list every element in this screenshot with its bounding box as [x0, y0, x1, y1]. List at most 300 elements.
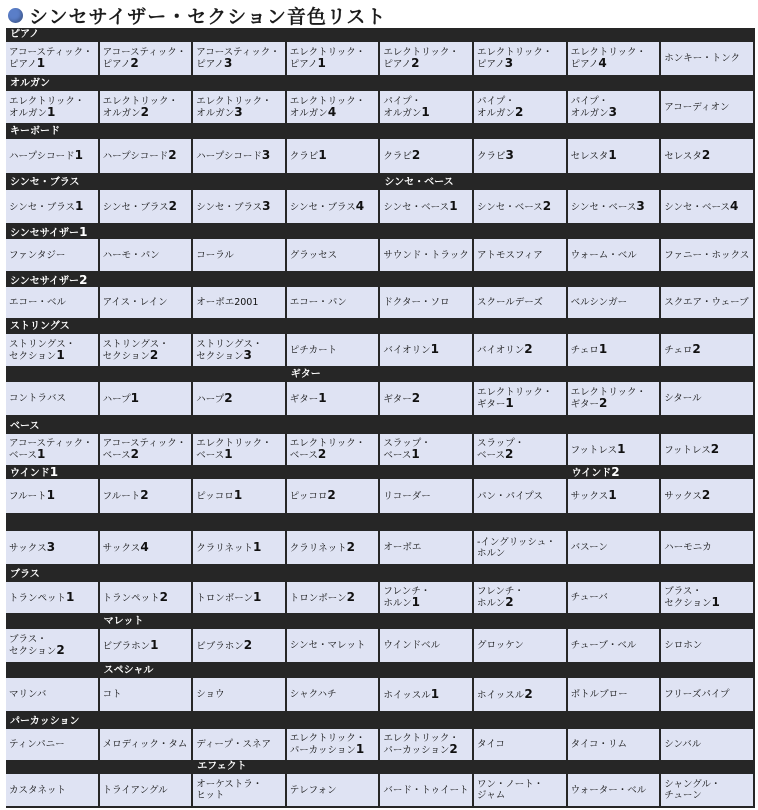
voice-cell — [568, 287, 660, 318]
voice-cell — [6, 190, 98, 223]
section-header-label: シンセ・ベース — [384, 177, 454, 188]
voice-label: チェロ — [664, 345, 693, 356]
voice-name — [477, 438, 524, 461]
voice-name — [9, 634, 65, 657]
voice-label: ティンパニー — [9, 739, 65, 750]
voice-label: サックス — [102, 542, 141, 554]
voice-name — [290, 438, 365, 461]
voice-cell — [6, 91, 98, 123]
voice-label: アトモスフィア — [477, 249, 543, 261]
voice-label: ハープシコード — [196, 151, 262, 162]
section-header — [6, 465, 58, 479]
voice-label: ドクター・ソロ — [383, 297, 450, 308]
voice-cell — [661, 531, 753, 564]
voice-name — [570, 198, 645, 213]
voice-name — [477, 47, 552, 70]
voice-name — [102, 390, 139, 405]
voice-label: ホイッスル — [383, 689, 431, 701]
section-header — [6, 320, 70, 334]
voice-label: ギター — [289, 393, 319, 405]
voice-name — [570, 441, 626, 456]
section-header-number: 1 — [79, 225, 88, 239]
voice-name — [477, 387, 552, 410]
voice-name — [664, 297, 748, 308]
voice-label: スラップ・ ベース — [477, 438, 525, 461]
voice-name — [477, 537, 556, 559]
voice-number: 1 — [318, 148, 327, 162]
voice-name — [102, 589, 168, 604]
voice-cell — [380, 334, 472, 366]
voice-cell — [568, 334, 660, 366]
section-header-label: ピアノ — [10, 29, 40, 40]
voice-number: 2 — [524, 686, 533, 701]
voice-label: クラリネット — [196, 542, 253, 554]
section-header-label: オルガン — [10, 78, 50, 89]
voice-label: チューブ・ベル — [570, 640, 637, 651]
voice-number: 2 — [224, 390, 233, 405]
voice-name — [477, 686, 533, 701]
voice-label: フリーズパイプ — [664, 689, 730, 700]
section-header — [6, 77, 50, 91]
voice-label: セレスタ — [570, 151, 609, 162]
voice-name — [290, 96, 365, 119]
section-header-label: シンセ・ブラス — [10, 177, 80, 188]
voice-name — [571, 739, 627, 750]
voice-number: 3 — [223, 56, 233, 70]
voice-name — [9, 589, 75, 604]
voice-label: オーボエ2001 — [196, 297, 259, 308]
voice-name — [196, 96, 271, 119]
voice-name — [664, 198, 739, 213]
voice-cell — [193, 139, 285, 173]
voice-label: パイプ・ オルガン — [570, 95, 609, 119]
voice-number: 2 — [130, 56, 139, 70]
voice-name — [664, 102, 729, 113]
voice-cell — [193, 434, 285, 465]
section-header-label: シンセサイザー — [10, 228, 80, 239]
voice-cell — [380, 382, 472, 415]
voice-cell — [568, 239, 660, 271]
voice-name — [9, 339, 75, 362]
voice-cell — [568, 91, 660, 123]
voice-label: クラビ — [289, 151, 319, 162]
voice-cell — [100, 531, 192, 564]
voice-label: ブラス・ セクション — [9, 634, 57, 657]
voice-name — [477, 150, 514, 162]
voice-cell — [380, 287, 472, 318]
voice-name — [290, 640, 366, 651]
section-header-label: キーボード — [10, 126, 60, 137]
voice-label: ウォーター・ベル — [570, 784, 647, 796]
voice-name — [9, 785, 66, 796]
voice-cell — [100, 91, 192, 123]
voice-cell — [380, 582, 472, 613]
voice-number: 2 — [317, 447, 327, 461]
voice-name — [664, 53, 740, 64]
voice-cell — [193, 678, 285, 711]
section-header — [100, 664, 154, 678]
section-header — [568, 465, 620, 479]
voice-name — [477, 344, 533, 356]
voice-cell — [474, 91, 566, 123]
section-header-label: ウインド — [10, 468, 50, 479]
voice-label: ビブラホン — [196, 640, 244, 652]
voice-cell — [287, 531, 379, 564]
voice-name — [477, 297, 543, 308]
voice-name — [196, 47, 280, 70]
voice-name — [196, 339, 262, 362]
voice-cell — [474, 382, 566, 415]
voice-label: クラリネット — [289, 542, 347, 554]
voice-name — [196, 390, 233, 405]
voice-name — [477, 491, 543, 502]
section-header-number: 2 — [79, 273, 88, 287]
voice-number: 2 — [168, 198, 177, 213]
section-header-label: エフェクト — [197, 761, 247, 772]
voice-cell — [380, 91, 472, 123]
voice-name — [383, 491, 430, 502]
voice-name — [383, 686, 440, 701]
voice-name — [664, 779, 720, 801]
voice-cell — [193, 629, 285, 662]
voice-cell — [380, 531, 472, 564]
voice-name — [383, 586, 430, 609]
voice-label: クラビ — [477, 151, 506, 162]
voice-number: 2 — [411, 148, 421, 162]
voice-label: アコースティック・ ベース — [102, 438, 187, 461]
voice-number: 1 — [617, 441, 626, 456]
voice-cell — [287, 190, 379, 223]
voice-number: 2 — [701, 488, 711, 502]
voice-name — [103, 297, 168, 308]
voice-cell — [568, 382, 660, 415]
voice-name — [289, 198, 365, 213]
voice-name — [9, 739, 65, 750]
voice-cell — [568, 531, 660, 564]
voice-cell — [100, 190, 192, 223]
voice-number: 1 — [56, 347, 65, 362]
voice-label: マリンバ — [9, 689, 47, 700]
voice-name — [664, 586, 720, 609]
voice-cell — [568, 678, 660, 711]
voice-number: 2 — [515, 104, 524, 119]
voice-number: 3 — [262, 198, 271, 213]
voice-label: ギター — [383, 393, 412, 405]
voice-label: フルート — [9, 491, 47, 502]
voice-number: 2 — [599, 396, 608, 410]
voice-name — [196, 198, 271, 213]
voice-label: トランペット — [102, 592, 160, 604]
voice-name — [664, 542, 712, 553]
voice-name — [290, 785, 337, 796]
voice-cell — [193, 287, 285, 318]
voice-label: アコースティック・ ベース — [9, 438, 93, 461]
section-header-label: マレット — [103, 616, 144, 627]
voice-label: シタール — [664, 393, 702, 404]
voice-cell — [661, 774, 753, 806]
voice-cell — [100, 239, 192, 271]
voice-label: ボトルブロー — [570, 689, 628, 700]
voice-name — [383, 47, 458, 70]
voice-cell — [193, 239, 285, 271]
voice-cell — [474, 479, 566, 513]
voice-label: ブラス・ セクション — [664, 586, 712, 609]
voice-name — [477, 640, 524, 651]
voice-number: 1 — [430, 686, 440, 701]
voice-label: ホイッスル — [477, 689, 525, 701]
voice-cell — [100, 139, 192, 173]
section-header — [6, 568, 40, 582]
voice-label: タイコ・リム — [570, 739, 628, 750]
voice-label: ハープシコード — [9, 151, 75, 162]
voice-cell — [6, 479, 98, 513]
voice-number: 3 — [234, 104, 243, 119]
voice-number: 2 — [243, 637, 253, 652]
voice-number: 1 — [598, 342, 608, 356]
voice-label: ハーモ・パン — [102, 249, 160, 261]
voice-name — [9, 150, 83, 162]
voice-number: 3 — [243, 347, 252, 362]
voice-cell — [474, 678, 566, 711]
voice-cell — [6, 434, 98, 465]
voice-cell — [287, 334, 379, 366]
voice-label: クラビ — [383, 151, 412, 162]
voice-label: フルート — [102, 491, 141, 502]
voice-cell — [6, 139, 98, 173]
voice-name — [383, 733, 458, 756]
voice-cell — [568, 479, 660, 513]
voice-label: シンセ・マレット — [289, 640, 366, 651]
voice-label: チューバ — [570, 592, 608, 603]
section-header-label: ギター — [290, 369, 321, 380]
voice-label: サックス — [9, 542, 47, 554]
section-header — [193, 760, 247, 774]
voice-number: 2 — [140, 488, 149, 502]
voice-cell — [661, 239, 753, 271]
voice-label: パイプ・ オルガン — [477, 95, 516, 119]
voice-label: シンセ・ブラス — [196, 201, 263, 213]
voice-name — [477, 198, 552, 213]
voice-name — [664, 739, 701, 750]
voice-name — [383, 297, 449, 308]
voice-table — [6, 28, 755, 808]
voice-name — [9, 47, 93, 70]
voice-cell — [287, 139, 379, 173]
voice-number: 1 — [150, 637, 159, 652]
voice-number: 1 — [318, 390, 327, 405]
voice-label: ハープ — [102, 393, 131, 405]
voice-name — [383, 542, 421, 553]
voice-name — [571, 344, 608, 356]
voice-number: 1 — [253, 589, 262, 604]
voice-label: スクールデーズ — [477, 297, 543, 308]
voice-number: 4 — [729, 198, 739, 213]
voice-name — [571, 542, 608, 553]
voice-number: 1 — [233, 488, 243, 502]
voice-label: アコーディオン — [664, 101, 730, 113]
voice-name — [571, 490, 617, 502]
voice-number: 3 — [505, 148, 514, 162]
voice-number: 2 — [168, 148, 177, 162]
voice-label: シンセ・ブラス — [9, 201, 75, 213]
voice-label: ディープ・スネア — [196, 739, 271, 750]
voice-number: 1 — [66, 589, 75, 604]
voice-number: 1 — [430, 342, 439, 356]
voice-label: フレンチ・ ホルン — [383, 586, 431, 609]
section-header-label: ブラス — [10, 569, 40, 580]
voice-name — [383, 96, 429, 119]
voice-label: ウォーム・ベル — [570, 249, 637, 261]
voice-name — [196, 779, 262, 801]
voice-label: ワン・ノート・ ジャム — [477, 779, 544, 801]
voice-cell — [380, 239, 472, 271]
voice-cell — [380, 774, 472, 806]
voice-name — [571, 47, 646, 70]
voice-label: メロディック・タム — [102, 739, 188, 750]
voice-label: ストリングス・ セクション — [102, 338, 169, 362]
section-header — [380, 176, 453, 190]
voice-label: トロンボーン — [289, 592, 347, 604]
voice-label: -イングリッシュ・ ホルン — [477, 536, 556, 559]
voice-cell — [193, 334, 285, 366]
voice-label: トライアングル — [102, 784, 168, 796]
voice-number: 2 — [159, 589, 168, 604]
voice-cell — [380, 139, 472, 173]
voice-label: バスーン — [570, 542, 608, 553]
title-text: シンセサイザー・セクション音色リスト — [29, 5, 387, 28]
voice-label: シンセ・ベース — [664, 201, 730, 213]
voice-number: 1 — [47, 104, 56, 119]
voice-number: 1 — [421, 104, 430, 119]
voice-cell — [100, 582, 192, 613]
voice-name — [196, 297, 258, 308]
voice-label: ハープ — [196, 393, 225, 405]
voice-name — [664, 250, 749, 261]
voice-number: 2 — [346, 539, 355, 554]
voice-cell — [474, 434, 566, 465]
voice-label: ビブラホン — [102, 640, 151, 652]
voice-number: 3 — [608, 104, 617, 119]
voice-cell — [474, 139, 566, 173]
voice-name — [9, 393, 66, 404]
voice-cell — [6, 287, 98, 318]
voice-name — [664, 490, 710, 502]
voice-name — [9, 539, 56, 554]
voice-cell — [6, 582, 98, 613]
voice-label: シンバル — [664, 739, 702, 750]
section-header-number: 1 — [49, 465, 59, 479]
voice-name — [571, 387, 646, 410]
voice-label: コントラバス — [9, 393, 67, 404]
voice-cell — [661, 629, 753, 662]
section-header-label: ウインド — [571, 468, 612, 479]
voice-cell — [287, 287, 379, 318]
voice-name — [103, 339, 169, 362]
voice-cell — [661, 678, 753, 711]
voice-cell — [193, 42, 285, 75]
voice-name — [477, 779, 543, 801]
voice-cell — [287, 42, 379, 75]
voice-label: シンセ・ブラス — [289, 201, 356, 213]
voice-cell — [100, 479, 192, 513]
voice-number: 1 — [74, 198, 84, 213]
voice-label: リコーダー — [383, 490, 431, 502]
voice-number: 1 — [37, 447, 46, 461]
voice-label: パン・パイプス — [477, 490, 543, 502]
voice-name — [664, 150, 710, 162]
voice-cell — [568, 582, 660, 613]
section-header — [6, 420, 40, 434]
voice-cell — [380, 434, 472, 465]
voice-name — [383, 438, 430, 461]
voice-number: 2 — [449, 742, 458, 756]
voice-label: フットレス — [570, 444, 618, 456]
voice-cell — [568, 774, 660, 806]
voice-label: ファニー・ホックス — [664, 249, 750, 261]
voice-number: 2 — [149, 347, 159, 362]
voice-number: 2 — [140, 104, 149, 119]
voice-label: アコースティック・ ピアノ — [9, 47, 93, 70]
section-header — [6, 176, 79, 190]
voice-label: バード・トゥイート — [383, 784, 469, 796]
voice-name — [664, 689, 729, 700]
voice-cell — [474, 729, 566, 760]
voice-cell — [380, 678, 472, 711]
voice-name — [571, 592, 608, 603]
voice-name — [664, 393, 701, 404]
voice-name — [196, 250, 234, 261]
voice-label: エレクトリック・ ピアノ — [289, 47, 366, 70]
voice-name — [196, 689, 224, 700]
voice-number: 4 — [355, 198, 365, 213]
voice-cell — [193, 91, 285, 123]
voice-label: グロッケン — [477, 640, 524, 651]
voice-name — [9, 689, 46, 700]
voice-number: 2 — [692, 342, 701, 356]
voice-name — [102, 539, 149, 554]
voice-cell — [661, 434, 753, 465]
voice-cell — [474, 239, 566, 271]
voice-name — [196, 589, 262, 604]
voice-cell — [474, 42, 566, 75]
voice-name — [103, 96, 178, 119]
voice-label: ウインドベル — [383, 640, 441, 651]
voice-label: ハープシコード — [102, 151, 169, 162]
voice-label: ホンキー・トンク — [664, 53, 740, 64]
voice-cell — [380, 629, 472, 662]
voice-label: トランペット — [9, 592, 67, 604]
voice-label: シンセ・ベース — [477, 201, 543, 213]
voice-number: 4 — [140, 539, 149, 554]
voice-number: 2 — [701, 148, 711, 162]
voice-cell — [193, 774, 285, 806]
voice-name — [290, 345, 337, 356]
voice-name — [290, 297, 347, 308]
voice-number: 4 — [327, 104, 337, 119]
voice-number: 4 — [598, 56, 607, 70]
voice-label: カスタネット — [9, 784, 67, 796]
voice-name — [103, 47, 187, 70]
voice-cell — [380, 729, 472, 760]
voice-label: エレクトリック・ ベース — [289, 438, 366, 461]
voice-number: 3 — [636, 198, 645, 213]
voice-number: 1 — [224, 447, 233, 461]
voice-number: 1 — [608, 488, 617, 502]
voice-number: 2 — [524, 342, 533, 356]
section-header — [6, 125, 60, 139]
section-header-label: シンセサイザー — [10, 276, 80, 287]
voice-cell — [661, 42, 753, 75]
